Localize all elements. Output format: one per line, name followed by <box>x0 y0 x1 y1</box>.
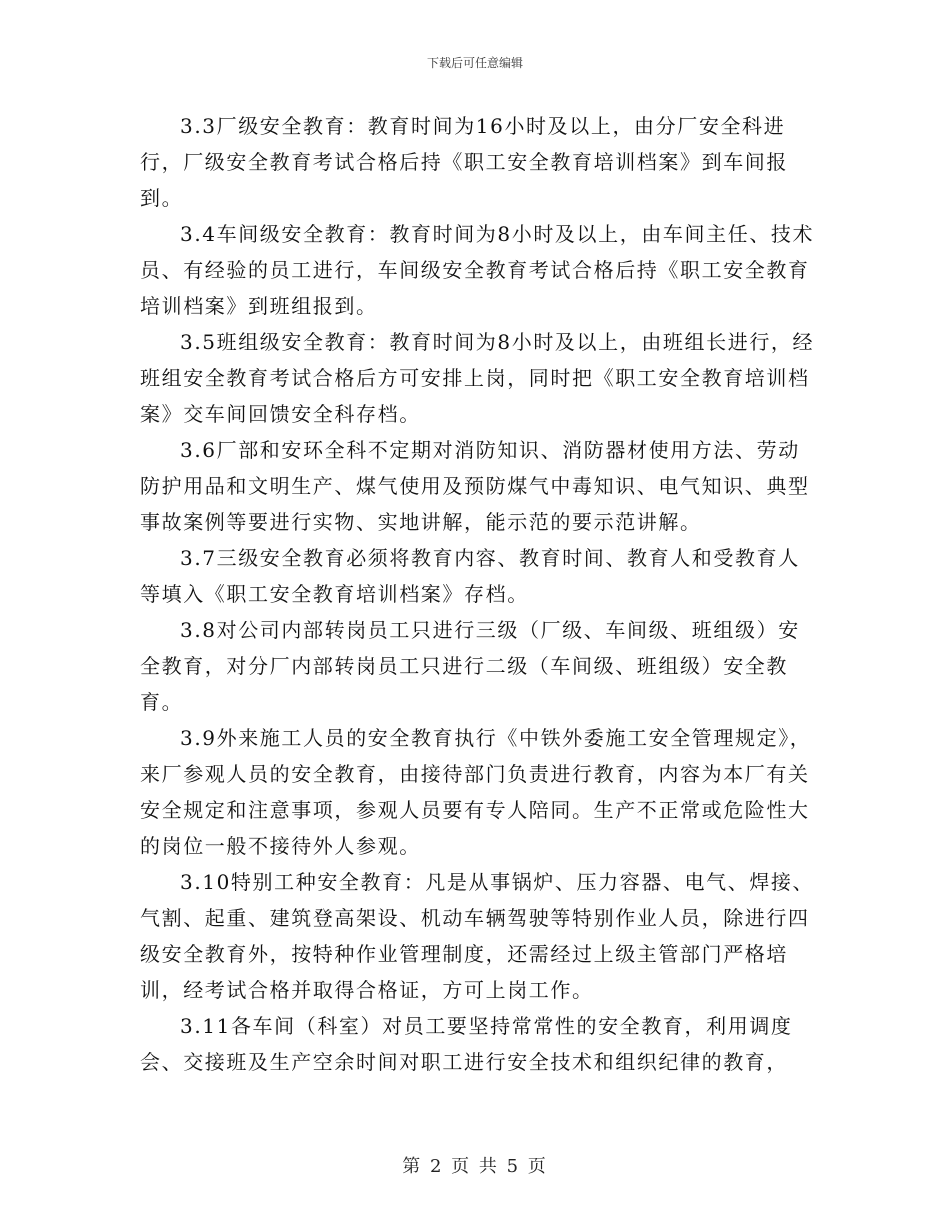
paragraph-3-6: 3.6厂部和安环全科不定期对消防知识、消防器材使用方法、劳动防护用品和文明生产、煤气使用及预防煤气中毒知识、电气知识、典型事故案例等要进行实物、实地讲解，能示范的要示范讲解。 <box>140 438 810 534</box>
paragraph-3-4: 3.4车间级安全教育：教育时间为8小时及以上，由车间主任、技术员、有经验的员工进行，车间级安全教育考试合格后持《职工安全教育培训档案》到班组报到。 <box>140 222 815 318</box>
page-number-footer: 第 2 页 共 5 页 <box>402 1156 548 1177</box>
paragraph-3-3: 3.3厂级安全教育：教育时间为16小时及以上，由分厂安全科进行，厂级安全教育考试合格后持《职工安全教育培训档案》到车间报到。 <box>140 114 788 210</box>
paragraph-3-5: 3.5班组级安全教育：教育时间为8小时及以上，由班组长进行，经班组安全教育考试合格后方可安排上岗，同时把《职工安全教育培训档案》交车间回馈安全科存档。 <box>140 330 815 426</box>
document-body <box>140 108 820 1080</box>
paragraph-3-7: 3.7三级安全教育必须将教育内容、教育时间、教育人和受教育人等填入《职工安全教育培训档案》存档。 <box>140 546 800 606</box>
paragraph-3-10: 3.10特别工种安全教育：凡是从事锅炉、压力容器、电气、焊接、气割、起重、建筑登高架设、机动车辆驾驶等特别作业人员，除进行四级安全教育外，按特种作业管理制度，还需经过上级主管部门严格培训，经考试合格并取得合格证，方可上岗工作。 <box>140 870 815 1002</box>
paragraph-3-11: 3.11各车间（科室）对员工要坚持常常性的安全教育，利用调度会、交接班及生产空余时间对职工进行安全技术和组织纪律的教育， <box>140 1014 793 1074</box>
paragraph-3-8: 3.8对公司内部转岗员工只进行三级（厂级、车间级、班组级）安全教育，对分厂内部转岗员工只进行二级（车间级、班组级）安全教育。 <box>140 618 800 714</box>
page-header: 下载后可任意编辑 <box>426 56 523 70</box>
paragraph-3-9: 3.9外来施工人员的安全教育执行《中铁外委施工安全管理规定》，来厂参观人员的安全教育，由接待部门负责进行教育，内容为本厂有关安全规定和注意事项，参观人员要有专人陪同。生产不正常或危险性大的岗位一般不接待外人参观。 <box>140 726 812 858</box>
